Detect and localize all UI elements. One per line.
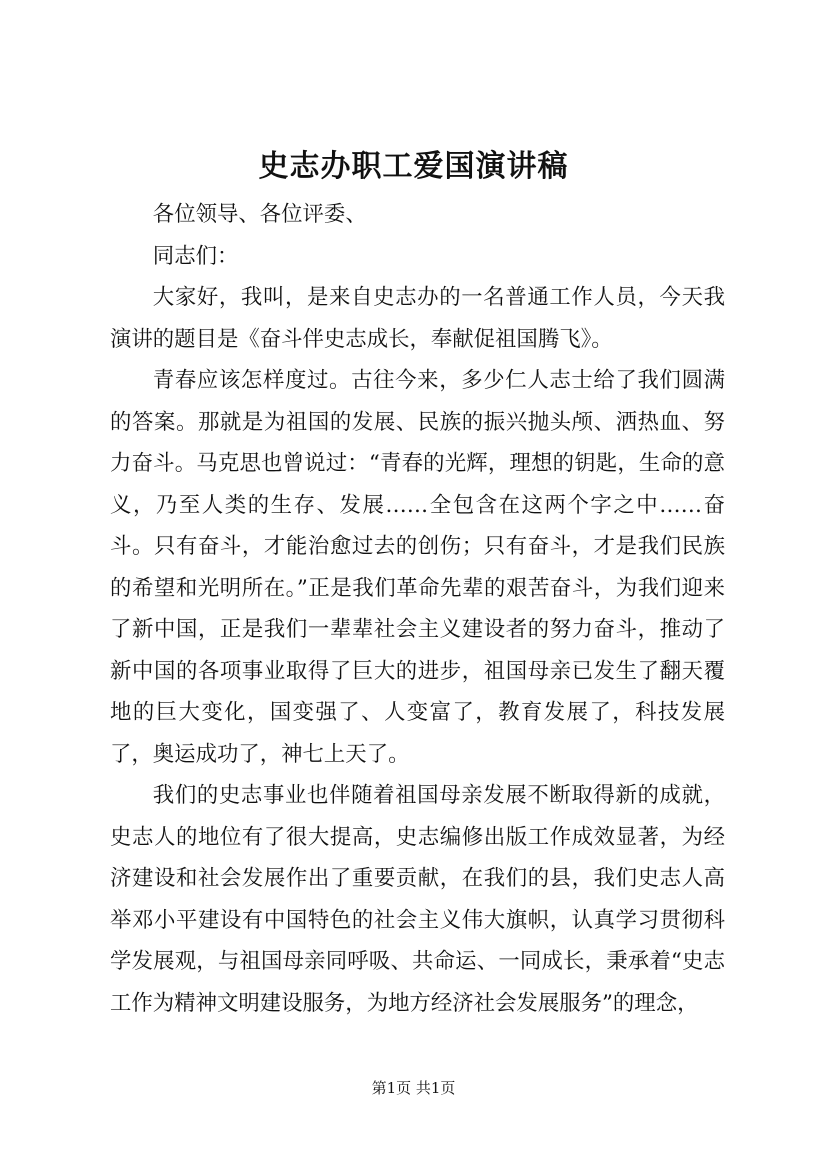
paragraph-introduction: 大家好，我叫，是来自史志办的一名普通工作人员，今天我演讲的题目是《奋斗伴史志成长，奉献促祖国腾飞》。 bbox=[110, 285, 725, 352]
paragraph-salutation-1: 各位领导、各位评委、 bbox=[152, 202, 367, 227]
paragraph-youth: 青春应该怎样度过。古往今来，多少仁人志士给了我们圆满的答案。那就是为祖国的发展、民族的振兴抛头颅、洒热血、努力奋斗。马克思也曾说过：“青春的光辉，理想的钥匙，生命的意义，乃至人类的生存、发展……全包含在这两个字之中……奋斗。只有奋斗，才能治愈过去的创伤；只有奋斗，才是我们民族的希望和光明所在。”正是我们革命先辈的艰苦奋斗，为我们迎来了新中国，正是我们一辈辈社会主义建设者的努力奋斗，推动了新中国的各项事业取得了巨大的进步，祖国母亲已发生了翻天覆地的巨大变化，国变强了、人变富了，教育发展了，科技发展了，奥运成功了，神七上天了。 bbox=[110, 368, 725, 767]
page-footer: 第1页 共1页 bbox=[371, 1079, 456, 1097]
document-title: 史志办职工爱国演讲稿 bbox=[258, 149, 569, 184]
paragraph-salutation-2: 同志们： bbox=[152, 243, 239, 269]
document-body bbox=[110, 194, 725, 1024]
paragraph-history-work: 我们的史志事业也伴随着祖国母亲发展不断取得新的成就，史志人的地位有了很大提高，史志编修出版工作成效显著，为经济建设和社会发展作出了重要贡献，在我们的县，我们史志人高举邓小平建设有中国特色的社会主义伟大旗帜，认真学习贯彻科学发展观，与祖国母亲同呼吸、共命运、一同成长，秉承着“史志工作为精神文明建设服务，为地方经济社会发展服务”的理念， bbox=[110, 783, 725, 1016]
